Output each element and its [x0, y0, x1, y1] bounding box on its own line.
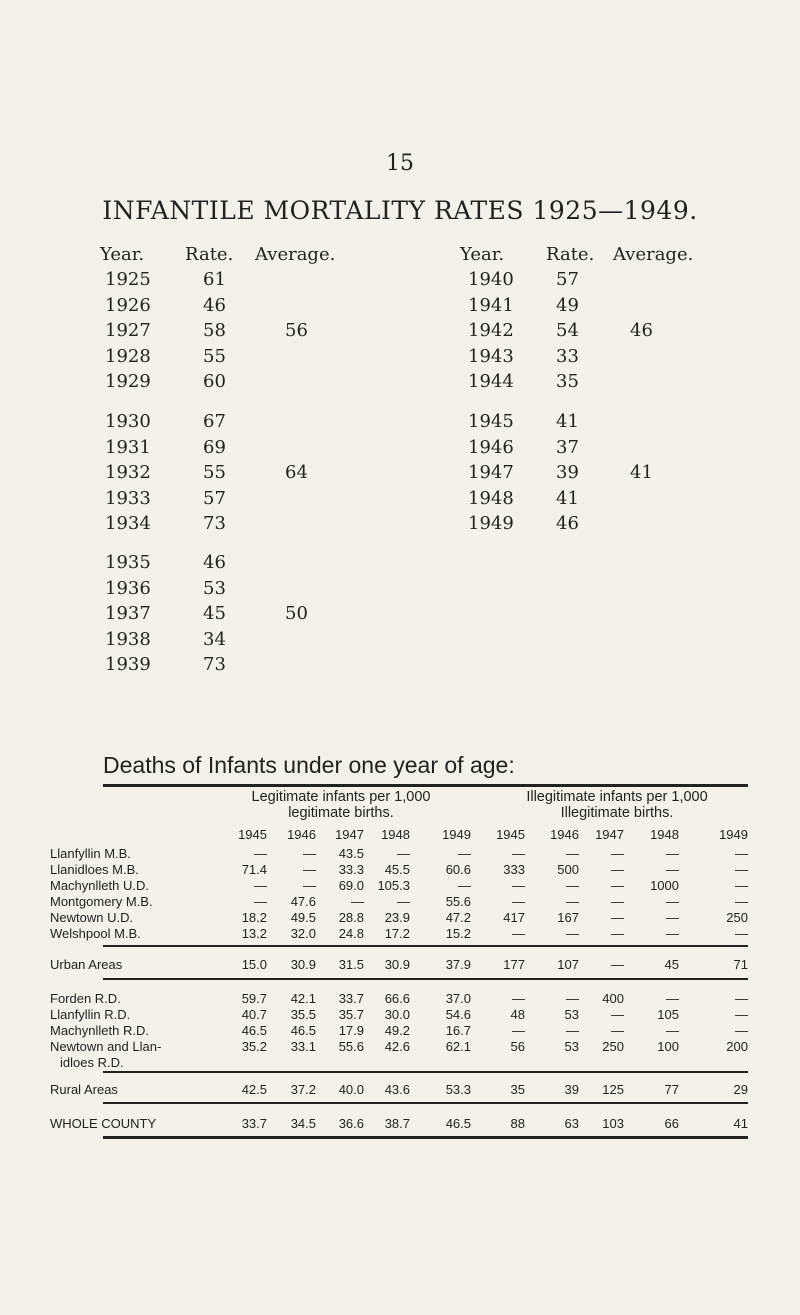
- value-cell: —: [566, 926, 579, 941]
- value-cell: —: [611, 1007, 624, 1022]
- value-cell: 40.0: [338, 1082, 364, 1097]
- value-cell: 333: [503, 862, 525, 877]
- rate-cell: 34: [203, 629, 226, 650]
- value-cell: 32.0: [290, 926, 316, 941]
- year-cell: 1948: [468, 488, 514, 509]
- value-cell: 17.2: [384, 926, 410, 941]
- year-cell: 1942: [468, 320, 514, 341]
- table-rule: [103, 1102, 748, 1104]
- year-cell: 1931: [105, 437, 151, 458]
- district-name: Welshpool M.B.: [50, 926, 141, 941]
- value-cell: 48: [510, 1007, 525, 1022]
- value-cell: 17.9: [338, 1023, 364, 1038]
- average-cell: 64: [285, 462, 308, 483]
- page-title: INFANTILE MORTALITY RATES 1925—1949.: [102, 196, 698, 225]
- value-cell: 500: [557, 862, 579, 877]
- year-cell: 1930: [105, 411, 151, 432]
- value-cell: —: [611, 862, 624, 877]
- value-cell: 33.1: [290, 1039, 316, 1054]
- value-cell: 63: [564, 1116, 579, 1131]
- value-cell: 18.2: [241, 910, 267, 925]
- year-column-header: 1945: [496, 827, 525, 842]
- rate-cell: 41: [556, 411, 579, 432]
- value-cell: —: [611, 878, 624, 893]
- value-cell: 400: [602, 991, 624, 1006]
- table-rule: [103, 784, 748, 787]
- value-cell: 29: [733, 1082, 748, 1097]
- district-name: Llanfyllin R.D.: [50, 1007, 131, 1022]
- year-cell: 1933: [105, 488, 151, 509]
- value-cell: 35.7: [338, 1007, 364, 1022]
- value-cell: —: [566, 894, 579, 909]
- value-cell: —: [666, 991, 679, 1006]
- page-number: 15: [386, 151, 414, 176]
- header-average: Average.: [613, 244, 694, 265]
- header-average: Average.: [255, 244, 336, 265]
- value-cell: —: [254, 846, 267, 861]
- value-cell: 46.5: [290, 1023, 316, 1038]
- rate-cell: 69: [203, 437, 226, 458]
- value-cell: 13.2: [241, 926, 267, 941]
- value-cell: —: [611, 910, 624, 925]
- average-cell: 50: [285, 603, 308, 624]
- year-column-header: 1946: [287, 827, 316, 842]
- rate-cell: 73: [203, 513, 226, 534]
- value-cell: 47.6: [290, 894, 316, 909]
- value-cell: 250: [602, 1039, 624, 1054]
- value-cell: 15.2: [445, 926, 471, 941]
- year-cell: 1937: [105, 603, 151, 624]
- header-year: Year.: [460, 244, 505, 265]
- value-cell: 77: [664, 1082, 679, 1097]
- year-column-header: 1949: [442, 827, 471, 842]
- value-cell: —: [512, 1023, 525, 1038]
- value-cell: —: [397, 846, 410, 861]
- value-cell: —: [611, 894, 624, 909]
- year-column-header: 1945: [238, 827, 267, 842]
- district-name: Llanfyllin M.B.: [50, 846, 131, 861]
- rate-cell: 60: [203, 371, 226, 392]
- year-cell: 1935: [105, 552, 151, 573]
- value-cell: 43.5: [338, 846, 364, 861]
- value-cell: 36.6: [338, 1116, 364, 1131]
- value-cell: 39: [564, 1082, 579, 1097]
- year-cell: 1944: [468, 371, 514, 392]
- value-cell: 37.2: [290, 1082, 316, 1097]
- rate-cell: 46: [203, 295, 226, 316]
- year-cell: 1928: [105, 346, 151, 367]
- value-cell: 105: [657, 1007, 679, 1022]
- value-cell: 16.7: [445, 1023, 471, 1038]
- rate-cell: 73: [203, 654, 226, 675]
- value-cell: 107: [557, 957, 579, 972]
- value-cell: 35: [510, 1082, 525, 1097]
- average-cell: 56: [285, 320, 308, 341]
- year-cell: 1929: [105, 371, 151, 392]
- rate-cell: 55: [203, 462, 226, 483]
- value-cell: —: [611, 846, 624, 861]
- value-cell: 88: [510, 1116, 525, 1131]
- value-cell: 30.9: [290, 957, 316, 972]
- value-cell: 250: [726, 910, 748, 925]
- value-cell: 45: [664, 957, 679, 972]
- average-cell: 41: [630, 462, 653, 483]
- legit-header: legitimate births.: [288, 805, 394, 821]
- value-cell: 71.4: [241, 862, 267, 877]
- value-cell: 69.0: [338, 878, 364, 893]
- rate-cell: 53: [203, 578, 226, 599]
- value-cell: —: [512, 894, 525, 909]
- value-cell: 28.8: [338, 910, 364, 925]
- value-cell: —: [566, 1023, 579, 1038]
- rate-cell: 55: [203, 346, 226, 367]
- value-cell: 55.6: [338, 1039, 364, 1054]
- year-cell: 1936: [105, 578, 151, 599]
- value-cell: 37.9: [445, 957, 471, 972]
- value-cell: 33.7: [338, 991, 364, 1006]
- value-cell: 59.7: [241, 991, 267, 1006]
- table-rule: [103, 1136, 748, 1139]
- value-cell: —: [735, 1023, 748, 1038]
- value-cell: 60.6: [445, 862, 471, 877]
- value-cell: 49.5: [290, 910, 316, 925]
- year-cell: 1925: [105, 269, 151, 290]
- rate-cell: 41: [556, 488, 579, 509]
- value-cell: 53: [564, 1039, 579, 1054]
- value-cell: —: [666, 894, 679, 909]
- year-column-header: 1948: [650, 827, 679, 842]
- value-cell: 33.7: [241, 1116, 267, 1131]
- illegit-header: Illegitimate infants per 1,000: [526, 789, 708, 805]
- value-cell: 55.6: [445, 894, 471, 909]
- district-name: WHOLE COUNTY: [50, 1116, 157, 1131]
- value-cell: —: [303, 862, 316, 877]
- rate-cell: 67: [203, 411, 226, 432]
- year-column-header: 1948: [381, 827, 410, 842]
- value-cell: —: [735, 862, 748, 877]
- district-name: Machynlleth R.D.: [50, 1023, 149, 1038]
- value-cell: —: [735, 846, 748, 861]
- district-name: Newtown and Llan-: [50, 1039, 162, 1054]
- value-cell: 125: [602, 1082, 624, 1097]
- value-cell: 23.9: [384, 910, 410, 925]
- value-cell: —: [458, 878, 471, 893]
- value-cell: 34.5: [290, 1116, 316, 1131]
- year-cell: 1939: [105, 654, 151, 675]
- value-cell: —: [735, 991, 748, 1006]
- value-cell: —: [735, 894, 748, 909]
- value-cell: 41: [733, 1116, 748, 1131]
- value-cell: 30.9: [384, 957, 410, 972]
- value-cell: —: [666, 862, 679, 877]
- value-cell: 56: [510, 1039, 525, 1054]
- rate-cell: 39: [556, 462, 579, 483]
- value-cell: —: [666, 846, 679, 861]
- value-cell: —: [303, 878, 316, 893]
- year-column-header: 1947: [335, 827, 364, 842]
- rate-cell: 35: [556, 371, 579, 392]
- rate-cell: 49: [556, 295, 579, 316]
- rate-cell: 57: [203, 488, 226, 509]
- rate-cell: 33: [556, 346, 579, 367]
- value-cell: —: [458, 846, 471, 861]
- year-cell: 1943: [468, 346, 514, 367]
- year-cell: 1927: [105, 320, 151, 341]
- rate-cell: 57: [556, 269, 579, 290]
- header-rate: Rate.: [546, 244, 595, 265]
- value-cell: —: [735, 1007, 748, 1022]
- year-cell: 1926: [105, 295, 151, 316]
- district-name: Llanidloes M.B.: [50, 862, 139, 877]
- value-cell: 200: [726, 1039, 748, 1054]
- year-cell: 1945: [468, 411, 514, 432]
- rate-cell: 61: [203, 269, 226, 290]
- table-rule: [103, 978, 748, 980]
- value-cell: 54.6: [445, 1007, 471, 1022]
- value-cell: —: [512, 991, 525, 1006]
- value-cell: 417: [503, 910, 525, 925]
- year-cell: 1934: [105, 513, 151, 534]
- value-cell: 100: [657, 1039, 679, 1054]
- value-cell: 46.5: [445, 1116, 471, 1131]
- rate-cell: 45: [203, 603, 226, 624]
- value-cell: —: [611, 926, 624, 941]
- year-column-header: 1949: [719, 827, 748, 842]
- value-cell: 62.1: [445, 1039, 471, 1054]
- value-cell: —: [611, 957, 624, 972]
- value-cell: 40.7: [241, 1007, 267, 1022]
- value-cell: 24.8: [338, 926, 364, 941]
- value-cell: 66.6: [384, 991, 410, 1006]
- value-cell: 1000: [650, 878, 679, 893]
- district-name: Forden R.D.: [50, 991, 121, 1006]
- value-cell: 103: [602, 1116, 624, 1131]
- deaths-heading: Deaths of Infants under one year of age:: [103, 752, 515, 778]
- value-cell: —: [397, 894, 410, 909]
- value-cell: —: [512, 846, 525, 861]
- district-name: Montgomery M.B.: [50, 894, 153, 909]
- year-column-header: 1947: [595, 827, 624, 842]
- table-rule: [103, 945, 748, 947]
- value-cell: 42.5: [241, 1082, 267, 1097]
- value-cell: 35.5: [290, 1007, 316, 1022]
- value-cell: 15.0: [241, 957, 267, 972]
- value-cell: 167: [557, 910, 579, 925]
- value-cell: —: [512, 878, 525, 893]
- rate-cell: 46: [203, 552, 226, 573]
- value-cell: —: [512, 926, 525, 941]
- value-cell: 38.7: [384, 1116, 410, 1131]
- value-cell: —: [666, 910, 679, 925]
- value-cell: 66: [664, 1116, 679, 1131]
- value-cell: 177: [503, 957, 525, 972]
- year-column-header: 1946: [550, 827, 579, 842]
- year-cell: 1941: [468, 295, 514, 316]
- value-cell: 37.0: [445, 991, 471, 1006]
- year-cell: 1940: [468, 269, 514, 290]
- header-year: Year.: [100, 244, 145, 265]
- value-cell: —: [254, 878, 267, 893]
- value-cell: 105.3: [377, 878, 410, 893]
- value-cell: —: [566, 991, 579, 1006]
- value-cell: 46.5: [241, 1023, 267, 1038]
- table-rule: [103, 1071, 748, 1073]
- value-cell: 45.5: [384, 862, 410, 877]
- value-cell: 71: [733, 957, 748, 972]
- value-cell: —: [566, 846, 579, 861]
- value-cell: 49.2: [384, 1023, 410, 1038]
- value-cell: —: [254, 894, 267, 909]
- value-cell: —: [735, 926, 748, 941]
- rate-cell: 46: [556, 513, 579, 534]
- value-cell: —: [666, 1023, 679, 1038]
- district-name: Urban Areas: [50, 957, 123, 972]
- rate-cell: 58: [203, 320, 226, 341]
- illegit-header: Illegitimate births.: [560, 805, 674, 821]
- value-cell: 43.6: [384, 1082, 410, 1097]
- value-cell: 42.6: [384, 1039, 410, 1054]
- value-cell: 35.2: [241, 1039, 267, 1054]
- value-cell: 33.3: [338, 862, 364, 877]
- value-cell: —: [735, 878, 748, 893]
- district-name: Rural Areas: [50, 1082, 118, 1097]
- year-cell: 1946: [468, 437, 514, 458]
- value-cell: 42.1: [290, 991, 316, 1006]
- value-cell: 47.2: [445, 910, 471, 925]
- year-cell: 1949: [468, 513, 514, 534]
- value-cell: —: [303, 846, 316, 861]
- year-cell: 1947: [468, 462, 514, 483]
- value-cell: 53: [564, 1007, 579, 1022]
- value-cell: 30.0: [384, 1007, 410, 1022]
- value-cell: —: [666, 926, 679, 941]
- value-cell: —: [566, 878, 579, 893]
- value-cell: 31.5: [338, 957, 364, 972]
- value-cell: —: [351, 894, 364, 909]
- rate-cell: 37: [556, 437, 579, 458]
- value-cell: 53.3: [445, 1082, 471, 1097]
- rate-cell: 54: [556, 320, 579, 341]
- district-name: Machynlleth U.D.: [50, 878, 149, 893]
- year-cell: 1938: [105, 629, 151, 650]
- district-name: Newtown U.D.: [50, 910, 134, 925]
- year-cell: 1932: [105, 462, 151, 483]
- header-rate: Rate.: [185, 244, 234, 265]
- value-cell: —: [611, 1023, 624, 1038]
- district-name: idloes R.D.: [60, 1055, 124, 1070]
- legit-header: Legitimate infants per 1,000: [251, 789, 431, 805]
- average-cell: 46: [630, 320, 653, 341]
